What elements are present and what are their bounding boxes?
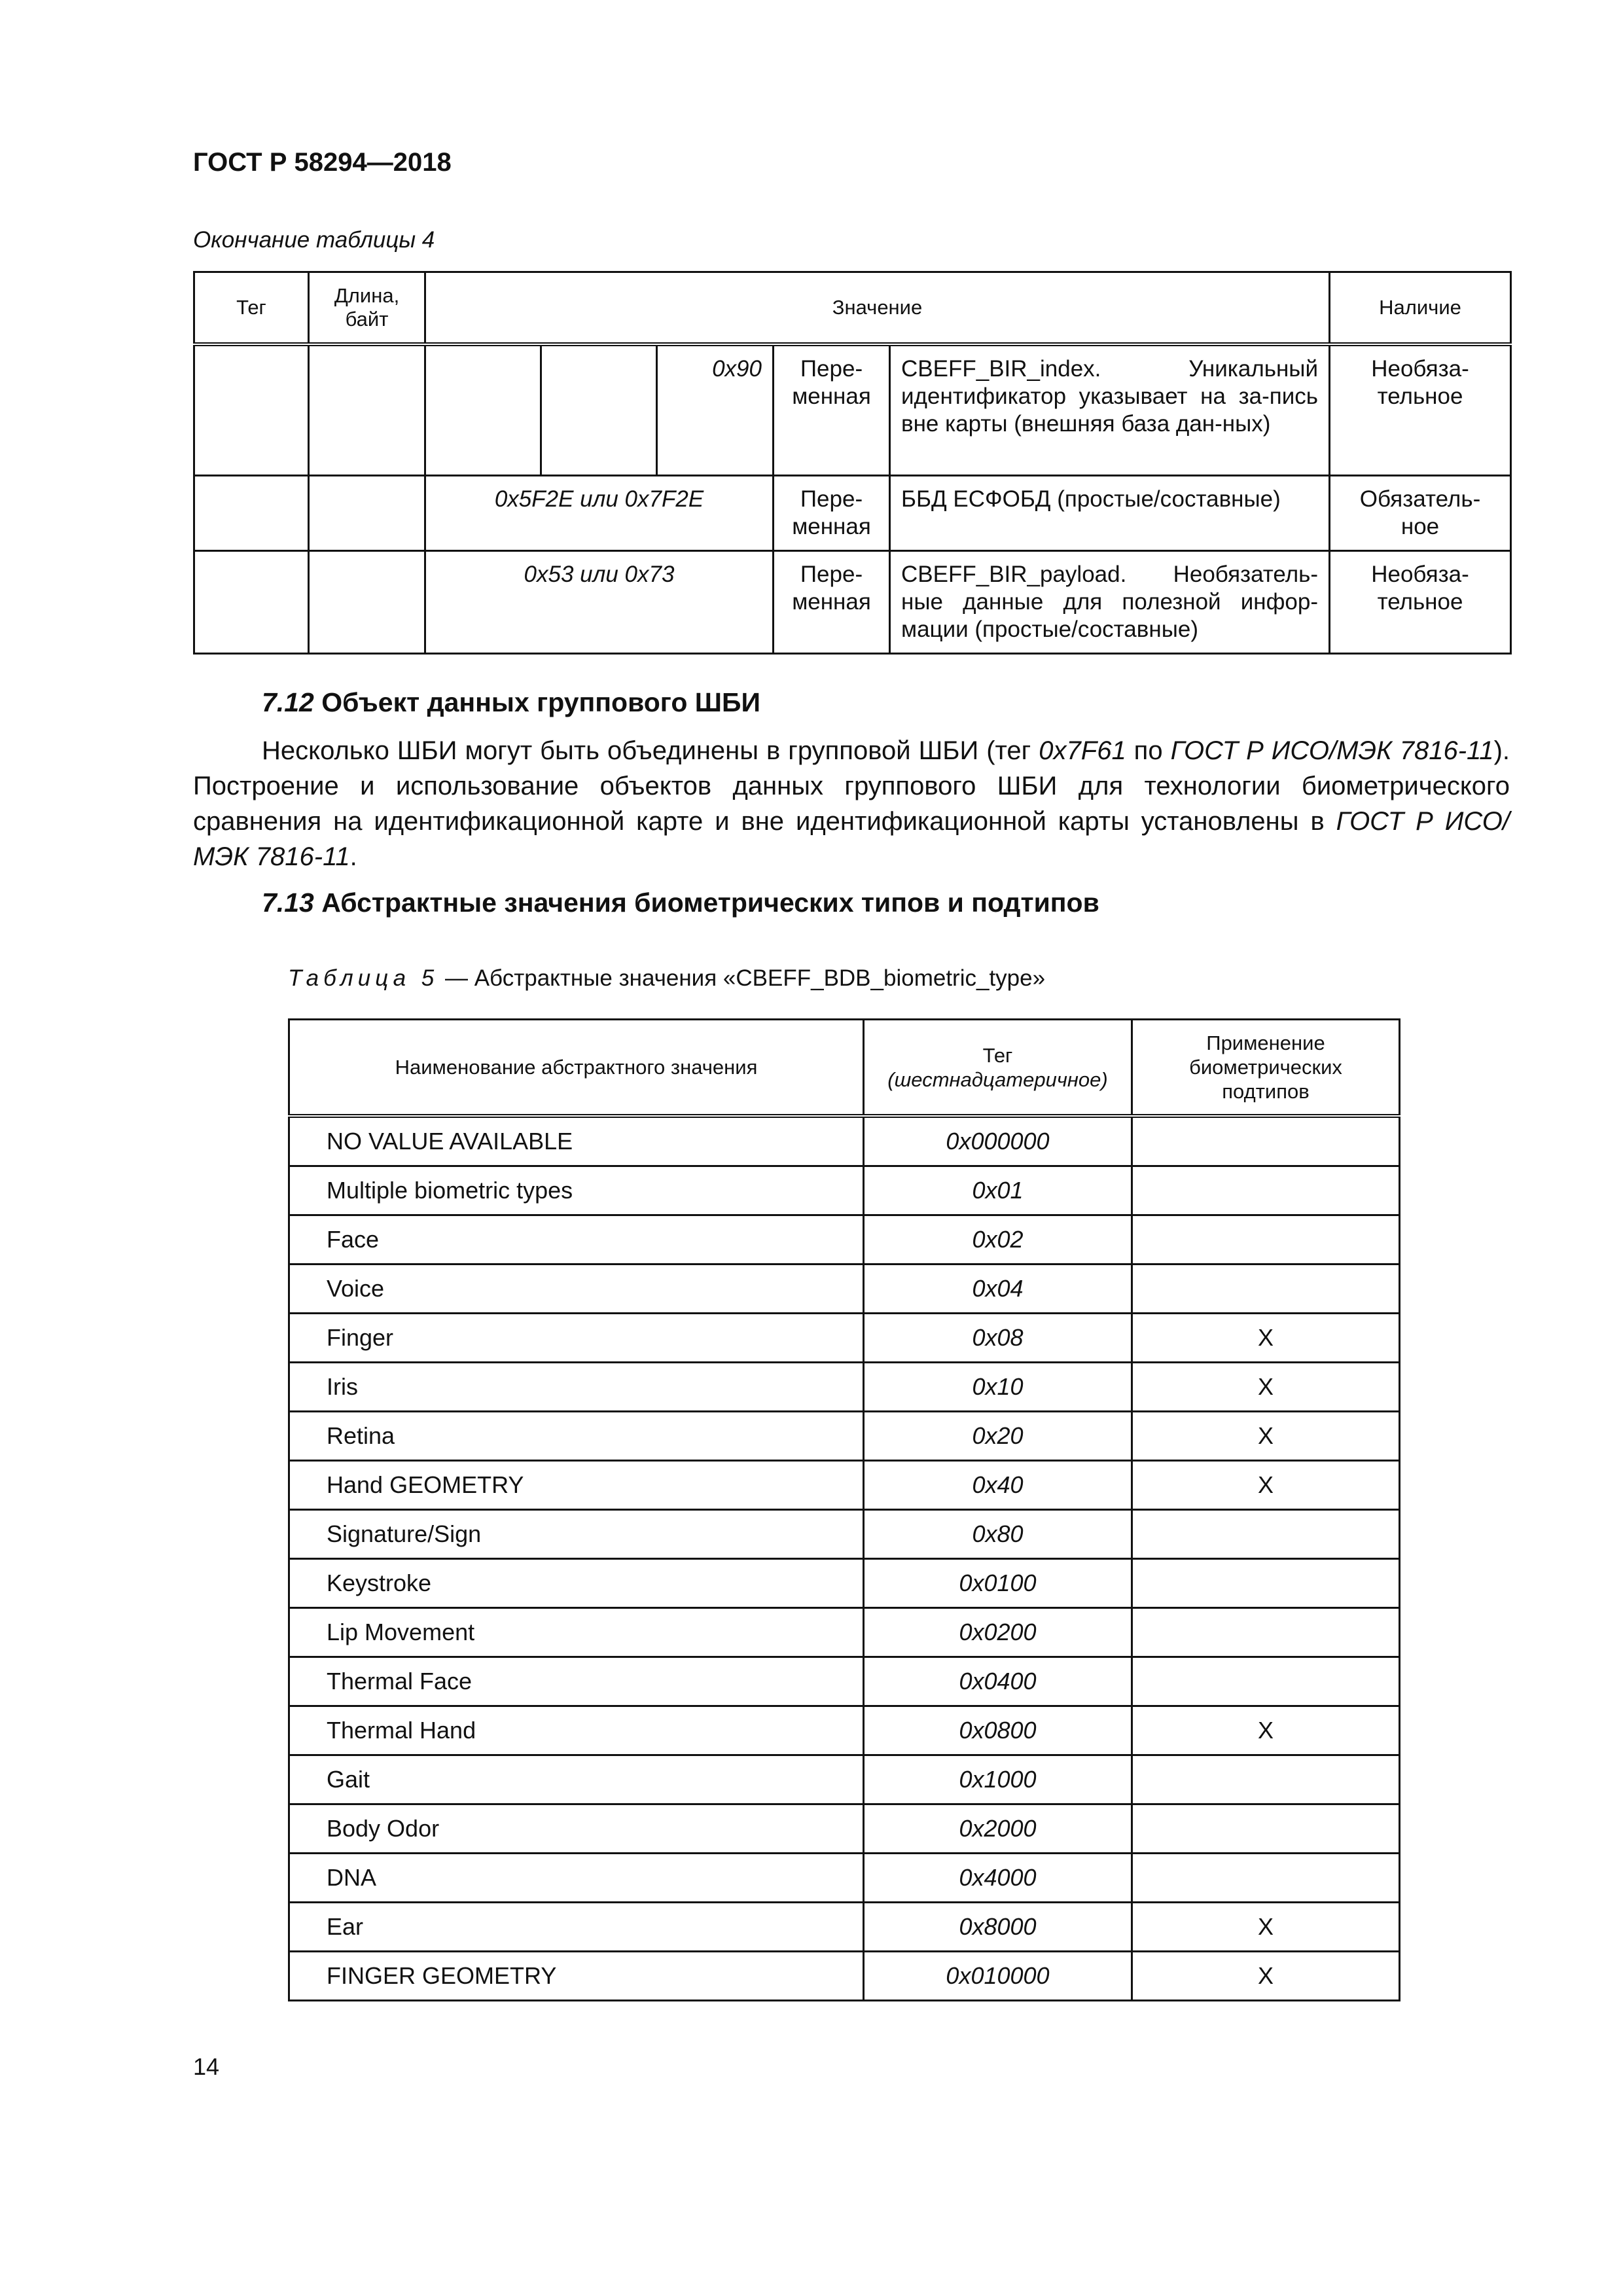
section-7-13-heading: 7.13 Абстрактные значения биометрических типов и подтипов	[262, 888, 1099, 918]
table-row	[289, 1363, 1400, 1412]
table-row	[289, 1755, 1400, 1804]
table4-cell-tag: 0x5F2E или 0x7F2E	[425, 476, 774, 551]
table5-cell-tag: 0x0200	[864, 1608, 1132, 1657]
table4-cell-tag: 0x90	[657, 344, 774, 476]
table5-cell-tag: 0x04	[864, 1265, 1132, 1314]
table5-cell-name: FINGER GEOMETRY	[289, 1952, 864, 2001]
table5-cell-name: NO VALUE AVAILABLE	[289, 1116, 864, 1166]
table5-cell-tag: 0x000000	[864, 1116, 1132, 1166]
table4-cell-length: Пере-менная	[774, 476, 890, 551]
table5-cell-name: Retina	[289, 1412, 864, 1461]
table5-cell-mark: X	[1132, 1314, 1400, 1363]
table5-cell-tag: 0x20	[864, 1412, 1132, 1461]
table5-cell-mark: X	[1132, 1461, 1400, 1510]
page-number: 14	[193, 2053, 220, 2080]
table4-cell-desc: CBEFF_BIR_index. Уникальный идентификатор указывает на за-пись вне карты (внешняя база дан-ных)	[890, 344, 1330, 476]
table5-cell-mark: X	[1132, 1952, 1400, 2001]
table-row	[289, 1510, 1400, 1559]
table4-cell-desc: CBEFF_BIR_payload. Необязатель-ные данные для полезной инфор-мации (простые/составные)	[890, 551, 1330, 654]
table5-cell-tag: 0x4000	[864, 1854, 1132, 1903]
table5-cell-name: Gait	[289, 1755, 864, 1804]
table-row	[289, 1314, 1400, 1363]
table-row	[289, 1559, 1400, 1608]
document-id: ГОСТ Р 58294—2018	[193, 148, 452, 177]
table5-cell-tag: 0x0800	[864, 1706, 1132, 1755]
table5-cell-name: Lip Movement	[289, 1608, 864, 1657]
table-row	[194, 476, 1511, 551]
table4-cell-desc: ББД ЕСФОБД (простые/составные)	[890, 476, 1330, 551]
table-row	[289, 1265, 1400, 1314]
table4-header-tag: Тег	[194, 272, 309, 344]
table5-cell-mark	[1132, 1265, 1400, 1314]
table4-cell-tag: 0x53 или 0x73	[425, 551, 774, 654]
table5-cell-mark	[1132, 1215, 1400, 1265]
table5-cell-name: Finger	[289, 1314, 864, 1363]
table-row	[194, 344, 1511, 476]
table5-cell-mark: X	[1132, 1412, 1400, 1461]
table5-caption: Таблица 5 — Абстрактные значения «CBEFF_BDB_biometric_type»	[288, 965, 1046, 991]
table4-cell-length: Пере-менная	[774, 551, 890, 654]
table5-cell-mark	[1132, 1657, 1400, 1706]
table-row	[289, 1706, 1400, 1755]
table-row	[289, 1116, 1400, 1166]
table5-cell-tag: 0x10	[864, 1363, 1132, 1412]
table5-cell-name: Voice	[289, 1265, 864, 1314]
table5-cell-tag: 0x8000	[864, 1903, 1132, 1952]
table5-cell-mark: X	[1132, 1903, 1400, 1952]
table5-cell-mark	[1132, 1510, 1400, 1559]
table5-cell-mark	[1132, 1804, 1400, 1854]
table-row	[289, 1412, 1400, 1461]
table-row	[194, 551, 1511, 654]
table-row	[289, 1657, 1400, 1706]
table4-header-length: Длина, байт	[309, 272, 425, 344]
table-row	[289, 1608, 1400, 1657]
table5-cell-name: Hand GEOMETRY	[289, 1461, 864, 1510]
table-5	[288, 1018, 1400, 2001]
table5-cell-name: Multiple biometric types	[289, 1166, 864, 1215]
table-4	[193, 271, 1512, 655]
table-row	[289, 1166, 1400, 1215]
table5-cell-tag: 0x01	[864, 1166, 1132, 1215]
table-row	[289, 1952, 1400, 2001]
table-row	[289, 1854, 1400, 1903]
section-7-12-heading: 7.12 Объект данных группового ШБИ	[262, 687, 760, 717]
table-row	[289, 1215, 1400, 1265]
table5-cell-tag: 0x08	[864, 1314, 1132, 1363]
table4-cell-presence: Необяза-тельное	[1330, 551, 1511, 654]
table5-cell-name: Keystroke	[289, 1559, 864, 1608]
table5-header-tag: Тег (шестнадцатеричное)	[864, 1020, 1132, 1117]
table4-caption: Окончание таблицы 4	[193, 227, 435, 253]
table5-header-name: Наименование абстрактного значения	[289, 1020, 864, 1117]
table5-cell-tag: 0x0400	[864, 1657, 1132, 1706]
table5-cell-tag: 0x02	[864, 1215, 1132, 1265]
table5-cell-mark	[1132, 1854, 1400, 1903]
table5-cell-name: Thermal Face	[289, 1657, 864, 1706]
table4-header-presence: Наличие	[1330, 272, 1511, 344]
table4-cell-length: Пере-менная	[774, 344, 890, 476]
section-7-12-paragraph: Несколько ШБИ могут быть объединены в групповой ШБИ (тег 0x7F61 по ГОСТ Р ИСО/МЭК 7816-11). Построение и использование объектов данных группового ШБИ для технологии биометрического сравнения на идентификационной карте и вне идентификационной карты установлены в ГОСТ Р ИСО/МЭК 7816-11.	[193, 736, 1510, 871]
table-row	[289, 1804, 1400, 1854]
table5-cell-mark	[1132, 1608, 1400, 1657]
table5-cell-mark: X	[1132, 1363, 1400, 1412]
table5-cell-tag: 0x010000	[864, 1952, 1132, 2001]
table5-cell-mark	[1132, 1559, 1400, 1608]
table5-cell-tag: 0x0100	[864, 1559, 1132, 1608]
table4-cell-presence: Обязатель-ное	[1330, 476, 1511, 551]
table5-cell-tag: 0x1000	[864, 1755, 1132, 1804]
table5-cell-name: Ear	[289, 1903, 864, 1952]
table-row	[289, 1903, 1400, 1952]
table5-cell-mark	[1132, 1166, 1400, 1215]
table4-cell-presence: Необяза-тельное	[1330, 344, 1511, 476]
table4-header-value: Значение	[425, 272, 1330, 344]
table5-header-subtypes: Применение биометрических подтипов	[1132, 1020, 1400, 1117]
table5-cell-name: Body Odor	[289, 1804, 864, 1854]
table5-cell-mark: X	[1132, 1706, 1400, 1755]
table5-cell-name: DNA	[289, 1854, 864, 1903]
table5-cell-mark	[1132, 1116, 1400, 1166]
table5-cell-tag: 0x40	[864, 1461, 1132, 1510]
table5-cell-mark	[1132, 1755, 1400, 1804]
table5-cell-name: Thermal Hand	[289, 1706, 864, 1755]
table5-cell-name: Signature/Sign	[289, 1510, 864, 1559]
table5-cell-tag: 0x2000	[864, 1804, 1132, 1854]
table5-cell-name: Iris	[289, 1363, 864, 1412]
table5-cell-name: Face	[289, 1215, 864, 1265]
table-row	[289, 1461, 1400, 1510]
table5-cell-tag: 0x80	[864, 1510, 1132, 1559]
